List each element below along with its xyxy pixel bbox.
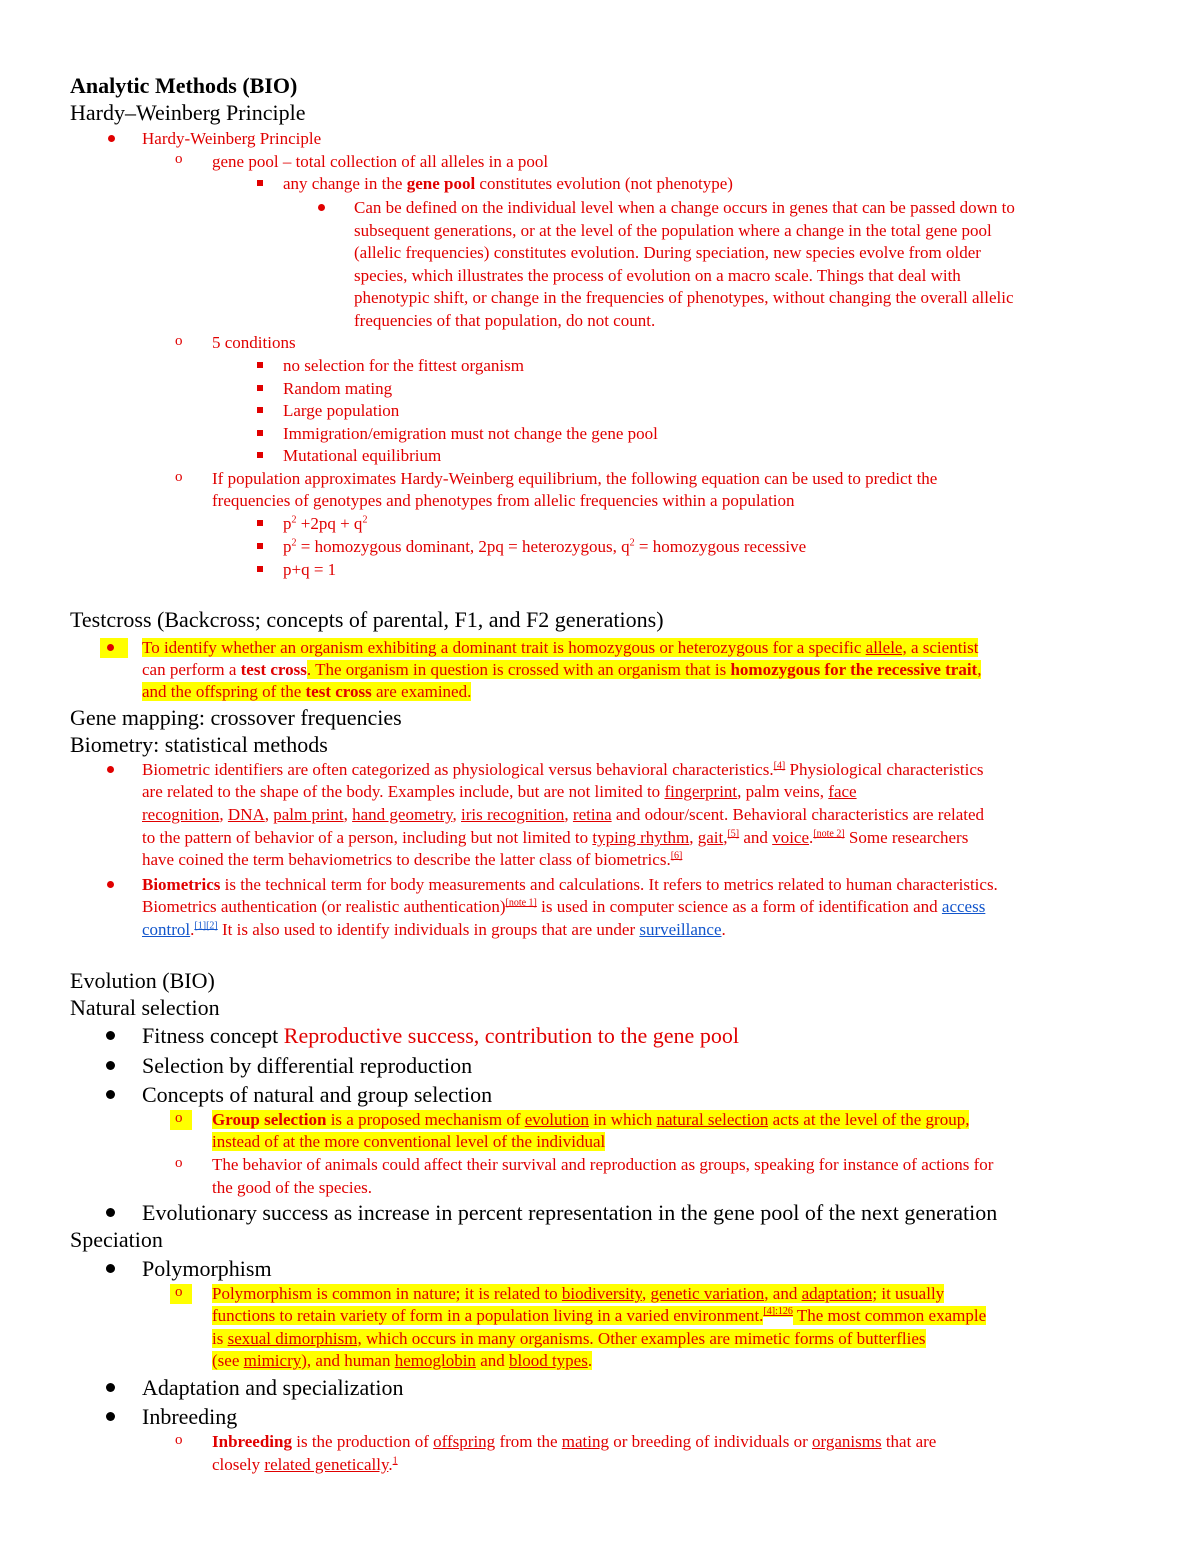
link-offspring[interactable]: offspring (433, 1432, 496, 1451)
list-item: Fitness concept Reproductive success, contribution to the gene pool (142, 1023, 739, 1048)
bullet-dot-icon (318, 204, 325, 211)
bullet-dot-icon (106, 1412, 115, 1421)
paragraph-line: (allelic frequencies) constitutes evolution. During speciation, new species evolve from older (354, 243, 981, 262)
link-gait[interactable]: gait (697, 828, 724, 847)
formula: $p^2 +2pq + q^2$ (283, 514, 368, 533)
bullet-square-icon (257, 543, 263, 549)
paragraph-line: instead of at the more conventional level of the individual (212, 1132, 606, 1151)
link-mating[interactable]: mating (561, 1432, 609, 1451)
list-item: Evolutionary success as increase in percent representation in the gene pool of the next generation (142, 1200, 998, 1225)
paragraph-line: subsequent generations, or at the level of the population where a change in the total gene pool (354, 221, 992, 240)
formula: p+q = 1 (283, 560, 337, 579)
link-organisms[interactable]: organisms (812, 1432, 882, 1451)
bullet-square-icon (257, 385, 263, 391)
bullet-dot-icon (107, 766, 114, 773)
bullet-square-icon (257, 452, 263, 458)
bullet-dot-icon (106, 1090, 115, 1099)
bullet-dot-icon (108, 135, 115, 142)
section-heading-biometry: Biometry: statistical methods (70, 732, 328, 757)
list-item: gene pool – total collection of all alleles in a pool (212, 152, 549, 171)
link-related-genetically[interactable]: related genetically (264, 1455, 389, 1474)
link-evolution[interactable]: evolution (524, 1110, 589, 1129)
paragraph-line: closely related genetically.$^1$ (212, 1455, 398, 1474)
section-heading-hardy-weinberg: Hardy–Weinberg Principle (70, 100, 306, 125)
link-adaptation[interactable]: adaptation (801, 1284, 873, 1303)
paragraph-line: and the offspring of the test cross are examined. (142, 682, 472, 701)
bullet-square-icon (257, 566, 263, 572)
link-access-control[interactable]: control (142, 920, 191, 939)
bullet-circle-icon: o (175, 1284, 183, 1300)
paragraph-line: functions to retain variety of form in a population living in a varied environment.$^{[4]:126}$ The most common example (212, 1306, 987, 1325)
reference-link[interactable]: [1][2] (194, 920, 218, 932)
paragraph-line: frequencies of that population, do not count. (354, 311, 656, 330)
paragraph-line: have coined the term behaviometrics to describe the latter class of biometrics.[6] (142, 850, 683, 869)
section-heading-gene-mapping: Gene mapping: crossover frequencies (70, 705, 402, 730)
paragraph-line: To identify whether an organism exhibiting a dominant trait is homozygous or heterozygous for a specific allele, a scientist (142, 638, 979, 657)
paragraph-line: phenotypic shift, or change in the frequencies of phenotypes, without changing the overall allelic (354, 288, 1014, 307)
link-hemoglobin[interactable]: hemoglobin (394, 1351, 476, 1370)
bullet-circle-icon: o (175, 1155, 183, 1171)
list-item: Hardy-Weinberg Principle (142, 129, 322, 148)
link-fingerprint[interactable]: fingerprint (664, 782, 738, 801)
paragraph-line: Biometrics authentication (or realistic authentication)[note 1] is used in computer science as a form of identification and access (142, 897, 986, 916)
link-natural-selection[interactable]: natural selection (656, 1110, 769, 1129)
bullet-dot-icon (106, 1031, 115, 1040)
paragraph-line: is sexual dimorphism, which occurs in many organisms. Other examples are mimetic forms of butterflies (212, 1329, 926, 1348)
bullet-dot-icon (107, 644, 114, 651)
list-item: no selection for the fittest organism (283, 356, 524, 375)
link-sexual-dimorphism[interactable]: sexual dimorphism (227, 1329, 358, 1348)
bullet-dot-icon (106, 1208, 115, 1217)
bullet-square-icon (257, 430, 263, 436)
list-item: Immigration/emigration must not change the gene pool (283, 424, 658, 443)
paragraph-line: can perform a test cross. The organism in question is crossed with an organism that is homozygous for the recessive trait, (142, 660, 982, 679)
link-access-control[interactable]: access (941, 897, 986, 916)
link-surveillance[interactable]: surveillance (639, 920, 722, 939)
section-heading-testcross: Testcross (Backcross; concepts of parental, F1, and F2 generations) (70, 607, 664, 632)
list-item: Mutational equilibrium (283, 446, 442, 465)
bullet-dot-icon (106, 1061, 115, 1070)
section-heading-speciation: Speciation (70, 1227, 163, 1252)
bullet-circle-icon: o (175, 469, 183, 485)
paragraph-line: Biometric identifiers are often categorized as physiological versus behavioral characteristics.[4] Physiological characteristics (142, 760, 984, 779)
link-retina[interactable]: retina (572, 805, 612, 824)
bullet-dot-icon (106, 1264, 115, 1273)
paragraph-line: Inbreeding is the production of offspring from the mating or breeding of individuals or organisms that are (212, 1432, 937, 1451)
link-allele[interactable]: allele (865, 638, 903, 657)
paragraph-line: species, which illustrates the process of evolution on a macro scale. Things that deal with (354, 266, 961, 285)
list-item: Concepts of natural and group selection (142, 1082, 493, 1107)
link-hand-geometry[interactable]: hand geometry (352, 805, 453, 824)
reference-link[interactable]: [6] (670, 850, 683, 862)
link-palm-print[interactable]: palm print (273, 805, 344, 824)
paragraph-line: are related to the shape of the body. Examples include, but are not limited to fingerprint, palm veins, face (142, 782, 857, 801)
bullet-square-icon (257, 180, 263, 186)
bullet-circle-icon: o (175, 1110, 183, 1126)
reference-link[interactable]: 1 (392, 1455, 398, 1467)
reference-link[interactable]: [4]:126 (763, 1306, 793, 1318)
highlight (100, 638, 128, 658)
paragraph-line: The behavior of animals could affect their survival and reproduction as groups, speaking for instance of actions for (212, 1155, 994, 1174)
formula: $p^2$ = homozygous dominant, 2pq = heterozygous, $q^2$ = homozygous recessive (283, 537, 807, 556)
link-dna[interactable]: DNA (227, 805, 265, 824)
paragraph-line: Biometrics is the technical term for body measurements and calculations. It refers to metrics related to human characteristics. (142, 875, 998, 894)
link-genetic-variation[interactable]: genetic variation (650, 1284, 765, 1303)
link-typing-rhythm[interactable]: typing rhythm (592, 828, 690, 847)
bullet-circle-icon: o (175, 1432, 183, 1448)
paragraph-line: Polymorphism is common in nature; it is related to biodiversity, genetic variation, and adaptation; it usually (212, 1284, 945, 1303)
list-item: Selection by differential reproduction (142, 1053, 473, 1078)
list-item: any change in the gene pool constitutes evolution (not phenotype) (283, 174, 733, 193)
reference-link[interactable]: [note 1] (505, 897, 537, 909)
list-item: Inbreeding (142, 1404, 238, 1429)
paragraph-line: recognition, DNA, palm print, hand geometry, iris recognition, retina and odour/scent. Behavioral characteristics are related (142, 805, 985, 824)
paragraph-line: control.[1][2] It is also used to identify individuals in groups that are under surveillance. (142, 920, 726, 939)
paragraph-line: (see mimicry), and human hemoglobin and blood types. (212, 1351, 593, 1370)
link-voice[interactable]: voice (772, 828, 810, 847)
link-recognition[interactable]: recognition (142, 805, 220, 824)
link-iris-recognition[interactable]: iris recognition (461, 805, 565, 824)
bullet-dot-icon (107, 881, 114, 888)
bullet-square-icon (257, 520, 263, 526)
section-heading-evolution: Evolution (BIO) (70, 968, 215, 993)
list-item: Random mating (283, 379, 393, 398)
bullet-circle-icon: o (175, 151, 183, 167)
list-item: Large population (283, 401, 400, 420)
reference-link[interactable]: [4] (773, 760, 786, 772)
link-blood-types[interactable]: blood types (508, 1351, 588, 1370)
paragraph-line: to the pattern of behavior of a person, including but not limited to typing rhythm, gait,[5] and voice.[note 2] Some researchers (142, 828, 969, 847)
link-mimicry[interactable]: mimicry (243, 1351, 302, 1370)
paragraph-line: the good of the species. (212, 1178, 373, 1197)
paragraph-line: frequencies of genotypes and phenotypes from allelic frequencies within a population (212, 491, 795, 510)
paragraph-line: If population approximates Hardy-Weinberg equilibrium, the following equation can be used to predict the (212, 469, 938, 488)
reference-link[interactable]: [note 2] (813, 828, 845, 840)
bullet-circle-icon: o (175, 333, 183, 349)
link-face[interactable]: face (828, 782, 857, 801)
bullet-square-icon (257, 407, 263, 413)
page-title: Analytic Methods (BIO) (70, 73, 298, 98)
link-biodiversity[interactable]: biodiversity (561, 1284, 643, 1303)
list-item: 5 conditions (212, 333, 296, 352)
bullet-square-icon (257, 362, 263, 368)
section-heading-natural-selection: Natural selection (70, 995, 220, 1020)
paragraph-line: Can be defined on the individual level when a change occurs in genes that can be passed down to (354, 198, 1015, 217)
reference-link[interactable]: [5] (727, 828, 740, 840)
paragraph-line: Group selection is a proposed mechanism of evolution in which natural selection acts at the level of the group, (212, 1110, 970, 1129)
list-item: Polymorphism (142, 1256, 272, 1281)
bullet-dot-icon (106, 1383, 115, 1392)
list-item: Adaptation and specialization (142, 1375, 404, 1400)
